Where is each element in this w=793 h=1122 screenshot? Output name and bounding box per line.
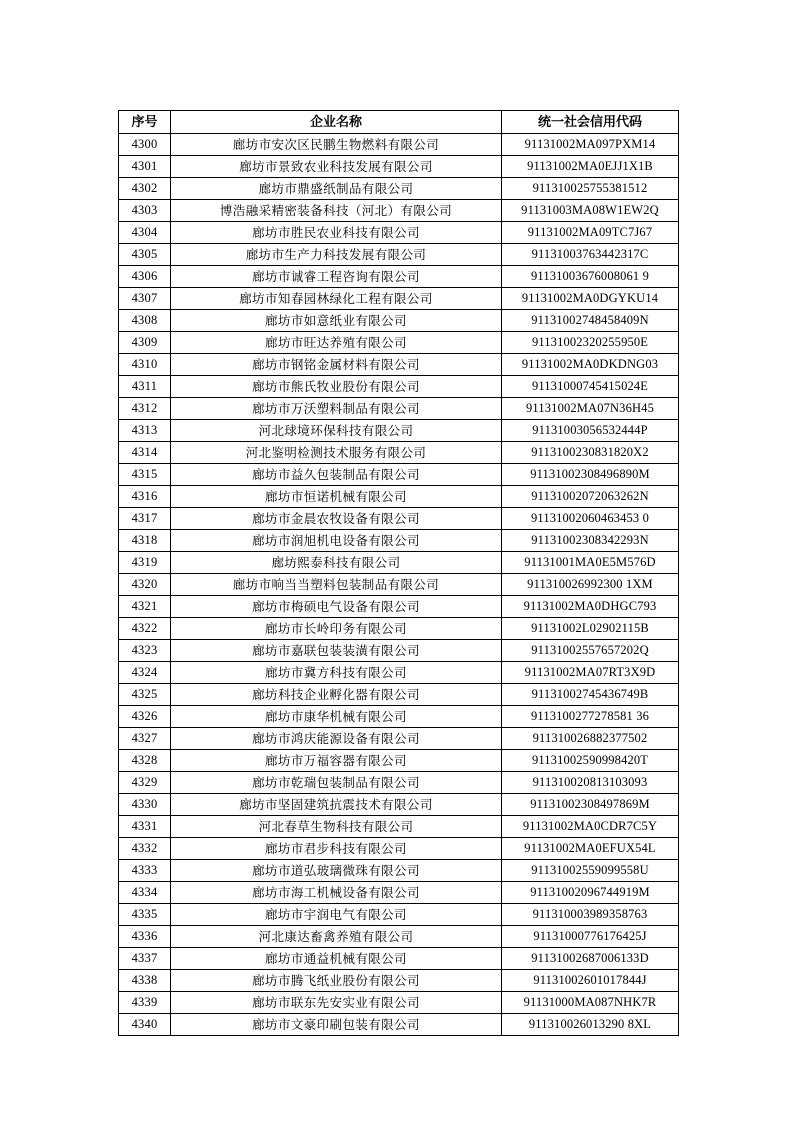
cell-enterprise-name: 廊坊市润旭机电设备有限公司 bbox=[171, 530, 502, 552]
cell-credit-code: 91131002687006133D bbox=[502, 948, 679, 970]
cell-enterprise-name: 廊坊市通益机械有限公司 bbox=[171, 948, 502, 970]
cell-enterprise-name: 廊坊市万福容器有限公司 bbox=[171, 750, 502, 772]
cell-sequence-number: 4336 bbox=[119, 926, 171, 948]
cell-enterprise-name: 廊坊市联东先安实业有限公司 bbox=[171, 992, 502, 1014]
table-row bbox=[119, 574, 679, 596]
cell-credit-code: 91131003763442317C bbox=[502, 244, 679, 266]
cell-sequence-number: 4303 bbox=[119, 200, 171, 222]
cell-credit-code: 91131002MA097PXM14 bbox=[502, 134, 679, 156]
table-row bbox=[119, 948, 679, 970]
cell-enterprise-name: 河北鉴明检测技术服务有限公司 bbox=[171, 442, 502, 464]
cell-enterprise-name: 河北春草生物科技有限公司 bbox=[171, 816, 502, 838]
table-body bbox=[119, 134, 679, 1036]
table-row bbox=[119, 750, 679, 772]
cell-credit-code: 91131002MA0CDR7C5Y bbox=[502, 816, 679, 838]
table-row bbox=[119, 772, 679, 794]
table-row bbox=[119, 838, 679, 860]
cell-sequence-number: 4317 bbox=[119, 508, 171, 530]
cell-enterprise-name: 廊坊市文豪印刷包装有限公司 bbox=[171, 1014, 502, 1036]
cell-credit-code: 91131002308342293N bbox=[502, 530, 679, 552]
table-row bbox=[119, 420, 679, 442]
column-header-name: 企业名称 bbox=[171, 111, 502, 134]
cell-credit-code: 91131002L02902115B bbox=[502, 618, 679, 640]
cell-enterprise-name: 廊坊市旺达养殖有限公司 bbox=[171, 332, 502, 354]
cell-enterprise-name: 廊坊市景致农业科技发展有限公司 bbox=[171, 156, 502, 178]
cell-credit-code: 91131002072063262N bbox=[502, 486, 679, 508]
cell-enterprise-name: 博浩融采精密装备科技（河北）有限公司 bbox=[171, 200, 502, 222]
cell-credit-code: 91131000MA087NHK7R bbox=[502, 992, 679, 1014]
cell-credit-code: 91131002MA07N36H45 bbox=[502, 398, 679, 420]
cell-enterprise-name: 廊坊市海工机械设备有限公司 bbox=[171, 882, 502, 904]
cell-credit-code: 9113100277278581 36 bbox=[502, 706, 679, 728]
table-row bbox=[119, 728, 679, 750]
table-row bbox=[119, 926, 679, 948]
cell-credit-code: 91131002308497869M bbox=[502, 794, 679, 816]
cell-enterprise-name: 廊坊市冀方科技有限公司 bbox=[171, 662, 502, 684]
cell-credit-code: 91131003MA08W1EW2Q bbox=[502, 200, 679, 222]
table-header bbox=[119, 111, 679, 134]
cell-credit-code: 91131002557657202Q bbox=[502, 640, 679, 662]
cell-enterprise-name: 廊坊市益久包装制品有限公司 bbox=[171, 464, 502, 486]
cell-sequence-number: 4331 bbox=[119, 816, 171, 838]
cell-sequence-number: 4313 bbox=[119, 420, 171, 442]
cell-enterprise-name: 廊坊市胜民农业科技有限公司 bbox=[171, 222, 502, 244]
enterprise-table-container bbox=[118, 110, 678, 1036]
table-row bbox=[119, 442, 679, 464]
table-header-row bbox=[119, 111, 679, 134]
cell-enterprise-name: 廊坊市康华机械有限公司 bbox=[171, 706, 502, 728]
cell-enterprise-name: 廊坊市生产力科技发展有限公司 bbox=[171, 244, 502, 266]
table-row bbox=[119, 552, 679, 574]
table-row bbox=[119, 332, 679, 354]
cell-enterprise-name: 廊坊市坚固建筑抗震技术有限公司 bbox=[171, 794, 502, 816]
table-row bbox=[119, 376, 679, 398]
cell-sequence-number: 4322 bbox=[119, 618, 171, 640]
cell-sequence-number: 4309 bbox=[119, 332, 171, 354]
cell-credit-code: 911310026992300 1XM bbox=[502, 574, 679, 596]
cell-credit-code: 911310025755381512 bbox=[502, 178, 679, 200]
table-row bbox=[119, 266, 679, 288]
cell-sequence-number: 4328 bbox=[119, 750, 171, 772]
table-row bbox=[119, 640, 679, 662]
cell-sequence-number: 4340 bbox=[119, 1014, 171, 1036]
cell-sequence-number: 4314 bbox=[119, 442, 171, 464]
table-row bbox=[119, 992, 679, 1014]
table-row bbox=[119, 310, 679, 332]
table-row bbox=[119, 288, 679, 310]
table-row bbox=[119, 794, 679, 816]
cell-credit-code: 91131002MA0DKDNG03 bbox=[502, 354, 679, 376]
cell-enterprise-name: 廊坊熙泰科技有限公司 bbox=[171, 552, 502, 574]
cell-credit-code: 91131000776176425J bbox=[502, 926, 679, 948]
cell-enterprise-name: 廊坊市诚睿工程咨询有限公司 bbox=[171, 266, 502, 288]
cell-credit-code: 9113100230831820X2 bbox=[502, 442, 679, 464]
enterprise-table bbox=[118, 110, 679, 1036]
cell-enterprise-name: 廊坊市如意纸业有限公司 bbox=[171, 310, 502, 332]
cell-sequence-number: 4305 bbox=[119, 244, 171, 266]
cell-enterprise-name: 廊坊市乾瑞包装制品有限公司 bbox=[171, 772, 502, 794]
table-row bbox=[119, 596, 679, 618]
cell-sequence-number: 4306 bbox=[119, 266, 171, 288]
cell-credit-code: 91131002MA0EJJ1X1B bbox=[502, 156, 679, 178]
cell-sequence-number: 4334 bbox=[119, 882, 171, 904]
cell-sequence-number: 4319 bbox=[119, 552, 171, 574]
cell-enterprise-name: 廊坊市梅硕电气设备有限公司 bbox=[171, 596, 502, 618]
table-row bbox=[119, 222, 679, 244]
table-row bbox=[119, 244, 679, 266]
cell-credit-code: 91131002MA0DHGC793 bbox=[502, 596, 679, 618]
cell-enterprise-name: 廊坊市金晨农牧设备有限公司 bbox=[171, 508, 502, 530]
cell-credit-code: 911310026013290 8XL bbox=[502, 1014, 679, 1036]
table-row bbox=[119, 882, 679, 904]
cell-sequence-number: 4330 bbox=[119, 794, 171, 816]
cell-credit-code: 91131002MA07RT3X9D bbox=[502, 662, 679, 684]
cell-sequence-number: 4315 bbox=[119, 464, 171, 486]
cell-sequence-number: 4301 bbox=[119, 156, 171, 178]
cell-credit-code: 911310020813103093 bbox=[502, 772, 679, 794]
cell-sequence-number: 4320 bbox=[119, 574, 171, 596]
table-row bbox=[119, 354, 679, 376]
table-row bbox=[119, 1014, 679, 1036]
cell-enterprise-name: 河北康达畜禽养殖有限公司 bbox=[171, 926, 502, 948]
cell-enterprise-name: 廊坊市鸿庆能源设备有限公司 bbox=[171, 728, 502, 750]
column-header-seq: 序号 bbox=[119, 111, 171, 134]
cell-sequence-number: 4323 bbox=[119, 640, 171, 662]
column-header-code: 统一社会信用代码 bbox=[502, 111, 679, 134]
cell-credit-code: 91131002MA09TC7J67 bbox=[502, 222, 679, 244]
table-row bbox=[119, 530, 679, 552]
table-row bbox=[119, 178, 679, 200]
cell-enterprise-name: 廊坊市长岭印务有限公司 bbox=[171, 618, 502, 640]
table-row bbox=[119, 816, 679, 838]
cell-sequence-number: 4335 bbox=[119, 904, 171, 926]
cell-enterprise-name: 廊坊市君步科技有限公司 bbox=[171, 838, 502, 860]
table-row bbox=[119, 134, 679, 156]
table-row bbox=[119, 508, 679, 530]
cell-credit-code: 91131002559099558U bbox=[502, 860, 679, 882]
table-row bbox=[119, 662, 679, 684]
cell-sequence-number: 4321 bbox=[119, 596, 171, 618]
cell-credit-code: 91131002601017844J bbox=[502, 970, 679, 992]
cell-enterprise-name: 廊坊市万沃塑料制品有限公司 bbox=[171, 398, 502, 420]
cell-credit-code: 91131002096744919M bbox=[502, 882, 679, 904]
cell-sequence-number: 4316 bbox=[119, 486, 171, 508]
cell-sequence-number: 4312 bbox=[119, 398, 171, 420]
cell-enterprise-name: 廊坊市知春园林绿化工程有限公司 bbox=[171, 288, 502, 310]
cell-enterprise-name: 廊坊市嘉联包装装潢有限公司 bbox=[171, 640, 502, 662]
cell-credit-code: 91131002590998420T bbox=[502, 750, 679, 772]
cell-sequence-number: 4311 bbox=[119, 376, 171, 398]
table-row bbox=[119, 464, 679, 486]
cell-enterprise-name: 廊坊市响当当塑料包装制品有限公司 bbox=[171, 574, 502, 596]
cell-sequence-number: 4302 bbox=[119, 178, 171, 200]
table-row bbox=[119, 684, 679, 706]
cell-sequence-number: 4324 bbox=[119, 662, 171, 684]
table-row bbox=[119, 398, 679, 420]
cell-enterprise-name: 廊坊市钢铭金属材料有限公司 bbox=[171, 354, 502, 376]
cell-enterprise-name: 廊坊市鼎盛纸制品有限公司 bbox=[171, 178, 502, 200]
cell-credit-code: 91131002748458409N bbox=[502, 310, 679, 332]
cell-credit-code: 91131003676008061 9 bbox=[502, 266, 679, 288]
cell-credit-code: 91131000745415024E bbox=[502, 376, 679, 398]
cell-credit-code: 91131002308496890M bbox=[502, 464, 679, 486]
table-row bbox=[119, 486, 679, 508]
table-row bbox=[119, 618, 679, 640]
cell-sequence-number: 4304 bbox=[119, 222, 171, 244]
cell-enterprise-name: 廊坊市宇润电气有限公司 bbox=[171, 904, 502, 926]
table-row bbox=[119, 200, 679, 222]
cell-sequence-number: 4308 bbox=[119, 310, 171, 332]
cell-credit-code: 91131002745436749B bbox=[502, 684, 679, 706]
cell-sequence-number: 4300 bbox=[119, 134, 171, 156]
cell-sequence-number: 4332 bbox=[119, 838, 171, 860]
cell-credit-code: 91131003056532444P bbox=[502, 420, 679, 442]
cell-sequence-number: 4318 bbox=[119, 530, 171, 552]
cell-sequence-number: 4325 bbox=[119, 684, 171, 706]
cell-credit-code: 91131002060463453 0 bbox=[502, 508, 679, 530]
cell-enterprise-name: 廊坊市恒诺机械有限公司 bbox=[171, 486, 502, 508]
table-row bbox=[119, 970, 679, 992]
cell-sequence-number: 4338 bbox=[119, 970, 171, 992]
cell-sequence-number: 4327 bbox=[119, 728, 171, 750]
cell-enterprise-name: 廊坊市熊氏牧业股份有限公司 bbox=[171, 376, 502, 398]
cell-sequence-number: 4310 bbox=[119, 354, 171, 376]
table-row bbox=[119, 904, 679, 926]
cell-enterprise-name: 廊坊科技企业孵化器有限公司 bbox=[171, 684, 502, 706]
cell-sequence-number: 4307 bbox=[119, 288, 171, 310]
cell-sequence-number: 4339 bbox=[119, 992, 171, 1014]
cell-credit-code: 91131002MA0EFUX54L bbox=[502, 838, 679, 860]
cell-credit-code: 91131002320255950E bbox=[502, 332, 679, 354]
table-row bbox=[119, 706, 679, 728]
cell-sequence-number: 4326 bbox=[119, 706, 171, 728]
table-row bbox=[119, 860, 679, 882]
cell-credit-code: 911310003989358763 bbox=[502, 904, 679, 926]
cell-enterprise-name: 廊坊市道弘玻璃微珠有限公司 bbox=[171, 860, 502, 882]
cell-credit-code: 91131002MA0DGYKU14 bbox=[502, 288, 679, 310]
cell-enterprise-name: 廊坊市安次区民鹏生物燃料有限公司 bbox=[171, 134, 502, 156]
cell-sequence-number: 4333 bbox=[119, 860, 171, 882]
cell-credit-code: 911310026882377502 bbox=[502, 728, 679, 750]
cell-credit-code: 91131001MA0E5M576D bbox=[502, 552, 679, 574]
table-row bbox=[119, 156, 679, 178]
cell-enterprise-name: 河北球境环保科技有限公司 bbox=[171, 420, 502, 442]
cell-enterprise-name: 廊坊市腾飞纸业股份有限公司 bbox=[171, 970, 502, 992]
cell-sequence-number: 4337 bbox=[119, 948, 171, 970]
cell-sequence-number: 4329 bbox=[119, 772, 171, 794]
